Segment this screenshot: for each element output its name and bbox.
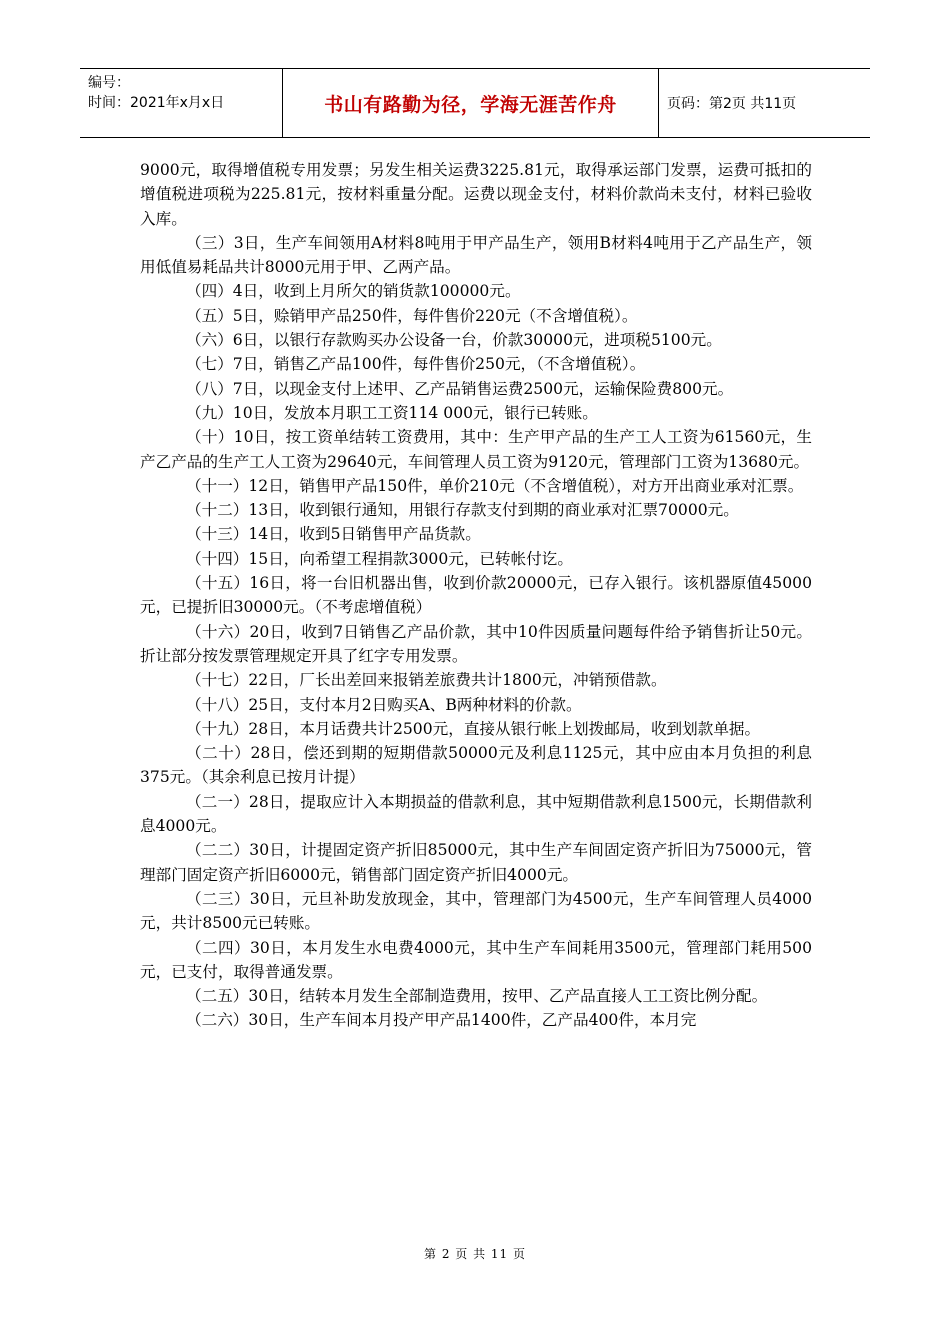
paragraph: （二二）30日，计提固定资产折旧85000元，其中生产车间固定资产折旧为75000元，管理部门固定资产折旧6000元，销售部门固定资产折旧4000元。 (140, 841, 812, 884)
paragraph: （二四）30日，本月发生水电费4000元，其中生产车间耗用3500元，管理部门耗用500元，已支付，取得普通发票。 (140, 938, 812, 981)
paragraph: （八）7日，以现金支付上述甲、乙产品销售运费2500元，运输保险费800元。 (186, 379, 734, 398)
paragraph: （七）7日，销售乙产品100件，每件售价250元，（不含增值税）。 (186, 355, 646, 374)
paragraph: 9000元，取得增值税专用发票；另发生相关运费3225.81元，取得承运部门发票，运费可抵扣的增值税进项税为225.81元，按材料重量分配。运费以现金支付，材料价款尚未支付，材料已验收入库。 (140, 161, 812, 228)
paragraph: （十四）15日，向希望工程捐款3000元，已转帐付讫。 (186, 549, 573, 568)
header-page-label: 页码：第2页 共11页 (667, 96, 797, 112)
paragraph: （十）10日，按工资单结转工资费用，其中：生产甲产品的生产工人工资为61560元，生产乙产品的生产工人工资为29640元，车间管理人员工资为9120元，管理部门工资为13680元。 (140, 428, 812, 471)
paragraph: （十七）22日，厂长出差回来报销差旅费共计1800元，冲销预借款。 (186, 671, 667, 690)
paragraph: （十一）12日，销售甲产品150件，单价210元（不含增值税），对方开出商业承对汇票。 (186, 476, 804, 495)
document-body (140, 158, 812, 1033)
paragraph: （二十）28日，偿还到期的短期借款50000元及利息1125元，其中应由本月负担的利息375元。（其余利息已按月计提） (140, 744, 812, 787)
paragraph: （十八）25日，支付本月2日购买A、B两种材料的价款。 (186, 695, 582, 714)
paragraph: （二六）30日，生产车间本月投产甲产品1400件，乙产品400件，本月完 (186, 1011, 697, 1030)
paragraph: （五）5日，赊销甲产品250件，每件售价220元（不含增值税）。 (186, 306, 638, 325)
paragraph: （二三）30日，元旦补助发放现金，其中，管理部门为4500元，生产车间管理人员4000元，共计8500元已转账。 (140, 889, 812, 933)
page-footer: 第 2 页 共 11 页 (424, 1247, 526, 1261)
header-motto: 书山有路勤为径，学海无涯苦作舟 (283, 69, 659, 137)
page-header (80, 68, 870, 138)
paragraph: （六）6日，以银行存款购买办公设备一台，价款30000元，进项税5100元。 (186, 331, 722, 350)
paragraph: （四）4日，收到上月所欠的销货款100000元。 (186, 282, 521, 301)
paragraph: （十二）13日，收到银行通知，用银行存款支付到期的商业承对汇票70000元。 (186, 501, 739, 520)
paragraph: （十五）16日，将一台旧机器出售，收到价款20000元，已存入银行。该机器原值45000元，已提折旧30000元。（不考虑增值税） (140, 574, 812, 617)
document-time-label: 时间：2021年x月x日 (88, 95, 225, 111)
paragraph: （三）3日，生产车间领用A材料8吨用于甲产品生产，领用B材料4吨用于乙产品生产，领用低值易耗品共计8000元用于甲、乙两产品。 (140, 233, 812, 277)
paragraph: （二一）28日，提取应计入本期损益的借款利息，其中短期借款利息1500元，长期借款利息4000元。 (140, 792, 812, 836)
paragraph: （二五）30日，结转本月发生全部制造费用，按甲、乙产品直接人工工资比例分配。 (186, 987, 768, 1006)
document-number-label: 编号： (88, 75, 130, 91)
header-meta (80, 69, 283, 137)
paragraph: （十九）28日，本月话费共计2500元，直接从银行帐上划拨邮局，收到划款单据。 (186, 719, 761, 738)
paragraph: （十六）20日，收到7日销售乙产品价款，其中10件因质量问题每件给予销售折让50元。折让部分按发票管理规定开具了红字专用发票。 (140, 622, 812, 665)
paragraph: （九）10日，发放本月职工工资114 000元，银行已转账。 (186, 403, 598, 422)
paragraph: （十三）14日，收到5日销售甲产品货款。 (186, 525, 481, 544)
